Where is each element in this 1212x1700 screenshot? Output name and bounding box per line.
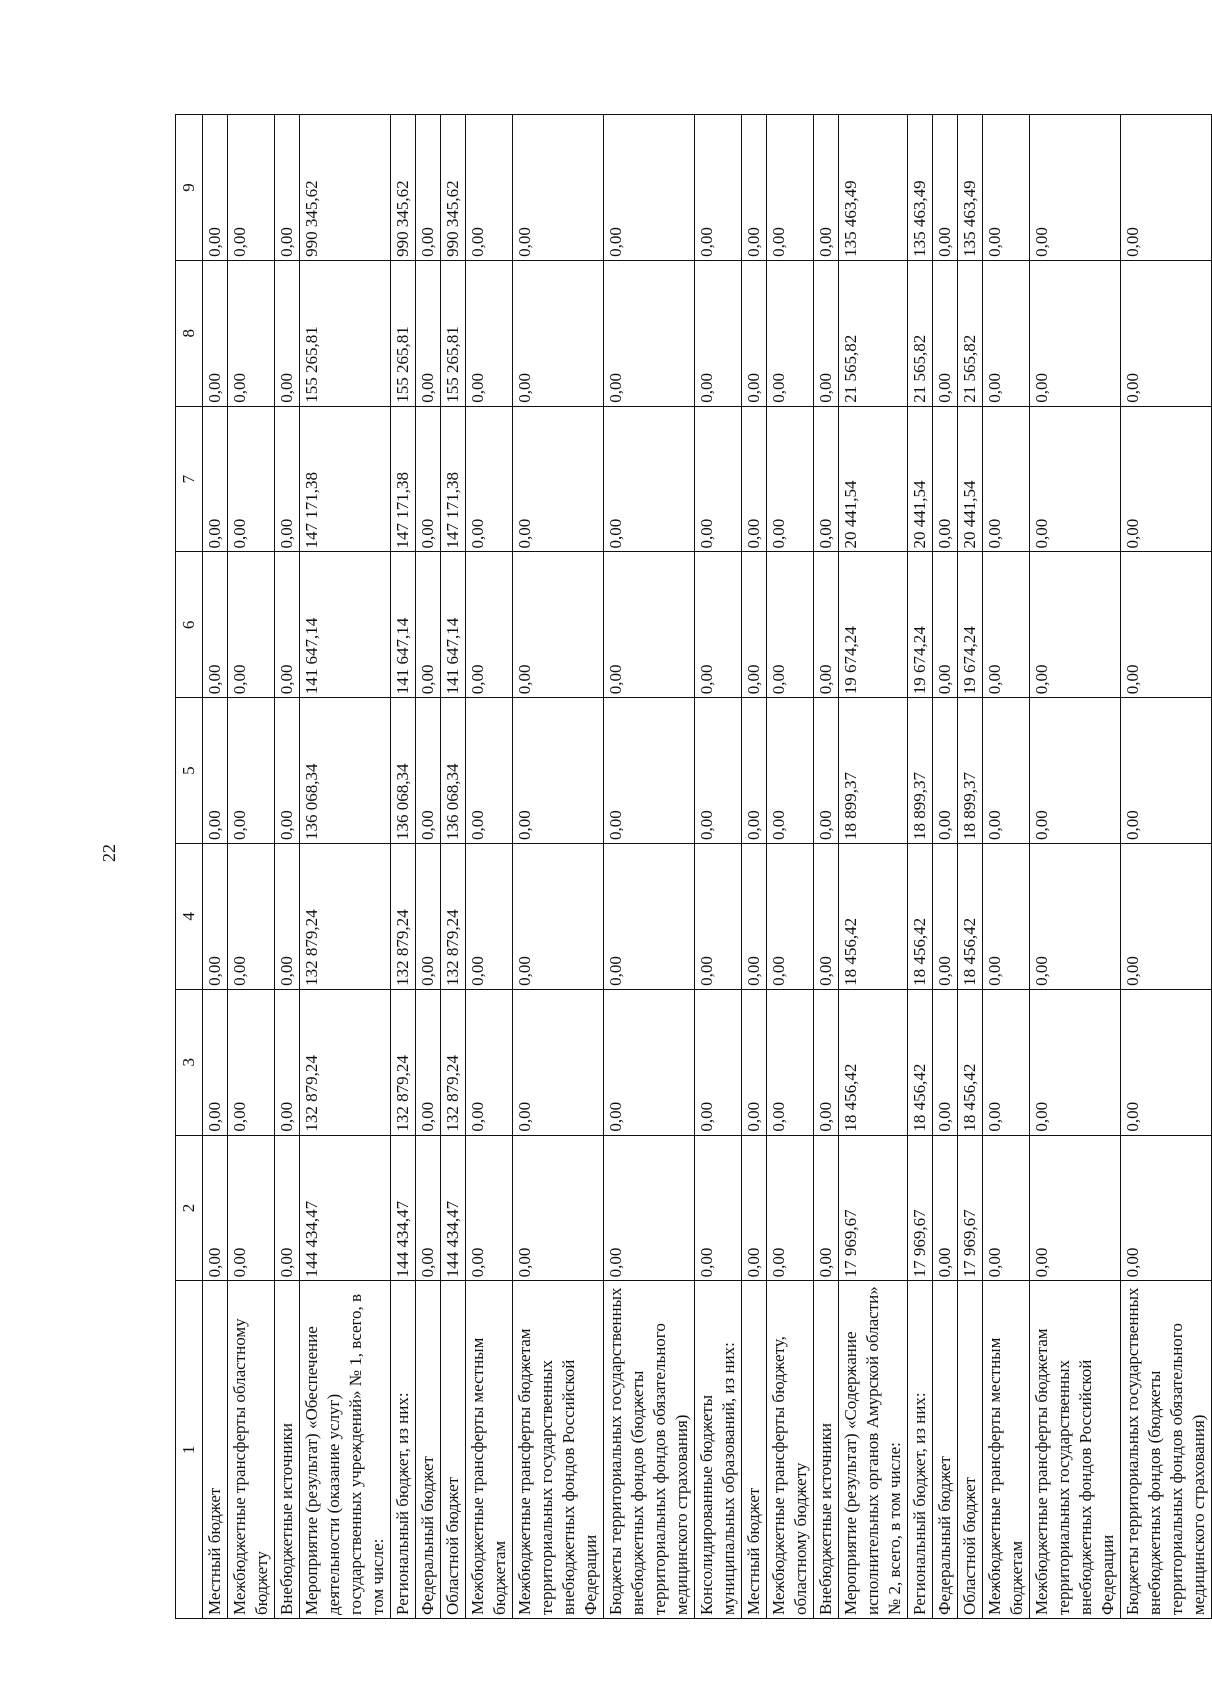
row-label: Межбюджетные трансферты бюджетам территориальных государственных внебюджетных фондов Российской Федерации xyxy=(1030,1281,1121,1619)
table-cell: 0,00 xyxy=(203,552,228,698)
table-cell: 0,00 xyxy=(1121,1135,1212,1281)
table-cell: 0,00 xyxy=(1030,989,1121,1135)
table-cell: 136 068,34 xyxy=(391,698,416,844)
table-cell: 0,00 xyxy=(1121,552,1212,698)
table-cell: 0,00 xyxy=(695,698,742,844)
table-cell: 0,00 xyxy=(695,552,742,698)
table-cell: 0,00 xyxy=(228,406,275,552)
table-cell: 0,00 xyxy=(983,552,1030,698)
table-row xyxy=(767,115,814,1619)
table-cell: 0,00 xyxy=(228,1135,275,1281)
table-cell: 18 899,37 xyxy=(839,698,908,844)
table-cell: 0,00 xyxy=(228,844,275,990)
table-cell: 0,00 xyxy=(416,1135,441,1281)
table-cell: 0,00 xyxy=(767,406,814,552)
row-label: Региональный бюджет, из них: xyxy=(908,1281,933,1619)
row-label: Мероприятие (результат) «Содержание исполнительных органов Амурской области» № 2, всего, в том числе: xyxy=(839,1281,908,1619)
table-cell: 0,00 xyxy=(742,260,767,406)
column-header-4: 4 xyxy=(176,844,203,990)
table-cell: 0,00 xyxy=(695,406,742,552)
rotated-table-container xyxy=(175,114,1208,1619)
table-cell: 0,00 xyxy=(1030,698,1121,844)
table-cell: 0,00 xyxy=(1030,406,1121,552)
table-cell: 17 969,67 xyxy=(958,1135,983,1281)
table-cell: 0,00 xyxy=(1121,698,1212,844)
table-cell: 0,00 xyxy=(513,698,604,844)
table-cell: 136 068,34 xyxy=(300,698,391,844)
column-header-3: 3 xyxy=(176,989,203,1135)
table-cell: 0,00 xyxy=(695,115,742,261)
table-row xyxy=(416,115,441,1619)
table-cell: 0,00 xyxy=(203,260,228,406)
table-cell: 0,00 xyxy=(814,989,839,1135)
table-cell: 0,00 xyxy=(275,406,300,552)
table-cell: 0,00 xyxy=(983,260,1030,406)
row-label: Внебюджетные источники xyxy=(814,1281,839,1619)
table-cell: 0,00 xyxy=(742,552,767,698)
table-cell: 17 969,67 xyxy=(908,1135,933,1281)
table-cell: 18 456,42 xyxy=(908,844,933,990)
table-cell: 0,00 xyxy=(466,844,513,990)
table-cell: 132 879,24 xyxy=(441,989,466,1135)
table-cell: 0,00 xyxy=(228,698,275,844)
table-cell: 0,00 xyxy=(466,260,513,406)
table-cell: 141 647,14 xyxy=(441,552,466,698)
table-cell: 17 969,67 xyxy=(839,1135,908,1281)
table-cell: 0,00 xyxy=(513,1135,604,1281)
table-row xyxy=(983,115,1030,1619)
table-cell: 0,00 xyxy=(814,260,839,406)
table-row xyxy=(1030,115,1121,1619)
row-label: Внебюджетные источники xyxy=(275,1281,300,1619)
table-cell: 0,00 xyxy=(742,115,767,261)
table-cell: 0,00 xyxy=(742,406,767,552)
table-cell: 0,00 xyxy=(695,844,742,990)
table-cell: 19 674,24 xyxy=(839,552,908,698)
table-cell: 0,00 xyxy=(983,698,1030,844)
table-cell: 0,00 xyxy=(742,698,767,844)
row-label: Федеральный бюджет xyxy=(416,1281,441,1619)
table-cell: 0,00 xyxy=(814,1135,839,1281)
table-cell: 0,00 xyxy=(933,115,958,261)
table-cell: 0,00 xyxy=(416,844,441,990)
table-row xyxy=(513,115,604,1619)
table-cell: 155 265,81 xyxy=(441,260,466,406)
table-row xyxy=(958,115,983,1619)
table-row xyxy=(908,115,933,1619)
table-cell: 0,00 xyxy=(203,989,228,1135)
table-cell: 132 879,24 xyxy=(441,844,466,990)
table-cell: 135 463,49 xyxy=(839,115,908,261)
table-cell: 0,00 xyxy=(275,1135,300,1281)
table-cell: 0,00 xyxy=(983,1135,1030,1281)
table-cell: 21 565,82 xyxy=(958,260,983,406)
table-cell: 135 463,49 xyxy=(908,115,933,261)
table-cell: 0,00 xyxy=(466,698,513,844)
table-cell: 155 265,81 xyxy=(300,260,391,406)
budget-table xyxy=(175,114,1212,1619)
table-cell: 0,00 xyxy=(933,260,958,406)
table-row xyxy=(391,115,416,1619)
table-cell: 18 456,42 xyxy=(908,989,933,1135)
table-cell: 0,00 xyxy=(513,260,604,406)
table-cell: 147 171,38 xyxy=(300,406,391,552)
table-cell: 0,00 xyxy=(933,552,958,698)
table-cell: 0,00 xyxy=(466,552,513,698)
column-header-9: 9 xyxy=(176,115,203,261)
table-row xyxy=(742,115,767,1619)
table-cell: 0,00 xyxy=(203,1135,228,1281)
row-label: Межбюджетные трансферты местным бюджетам xyxy=(466,1281,513,1619)
table-cell: 0,00 xyxy=(416,260,441,406)
table-row xyxy=(466,115,513,1619)
table-cell: 0,00 xyxy=(767,552,814,698)
table-cell: 0,00 xyxy=(814,698,839,844)
table-cell: 0,00 xyxy=(742,1135,767,1281)
table-cell: 19 674,24 xyxy=(908,552,933,698)
table-row xyxy=(203,115,228,1619)
table-header xyxy=(176,115,203,1619)
table-cell: 144 434,47 xyxy=(441,1135,466,1281)
table-cell: 18 456,42 xyxy=(958,989,983,1135)
table-cell: 0,00 xyxy=(228,260,275,406)
table-cell: 141 647,14 xyxy=(300,552,391,698)
table-cell: 0,00 xyxy=(275,698,300,844)
table-cell: 0,00 xyxy=(695,260,742,406)
table-cell: 0,00 xyxy=(604,844,695,990)
row-label: Местный бюджет xyxy=(203,1281,228,1619)
table-cell: 0,00 xyxy=(1121,406,1212,552)
table-row xyxy=(441,115,466,1619)
row-label: Областной бюджет xyxy=(441,1281,466,1619)
table-cell: 0,00 xyxy=(466,1135,513,1281)
row-label: Консолидированные бюджеты муниципальных образований, из них: xyxy=(695,1281,742,1619)
table-cell: 0,00 xyxy=(275,115,300,261)
column-header-2: 2 xyxy=(176,1135,203,1281)
table-row xyxy=(1121,115,1212,1619)
table-cell: 0,00 xyxy=(604,1135,695,1281)
table-cell: 0,00 xyxy=(933,989,958,1135)
table-cell: 0,00 xyxy=(767,115,814,261)
table-cell: 0,00 xyxy=(983,844,1030,990)
table-cell: 0,00 xyxy=(416,406,441,552)
table-cell: 0,00 xyxy=(1121,260,1212,406)
page-number: 22 xyxy=(99,844,119,862)
table-row xyxy=(839,115,908,1619)
table-cell: 147 171,38 xyxy=(441,406,466,552)
table-cell: 0,00 xyxy=(695,989,742,1135)
table-row xyxy=(275,115,300,1619)
table-cell: 0,00 xyxy=(466,989,513,1135)
table-cell: 0,00 xyxy=(933,698,958,844)
table-cell: 0,00 xyxy=(814,115,839,261)
table-cell: 20 441,54 xyxy=(839,406,908,552)
table-cell: 0,00 xyxy=(604,260,695,406)
table-cell: 0,00 xyxy=(275,989,300,1135)
table-cell: 147 171,38 xyxy=(391,406,416,552)
row-label: Межбюджетные трансферты бюджетам территориальных государственных внебюджетных фондов Российской Федерации xyxy=(513,1281,604,1619)
row-label: Мероприятие (результат) «Обеспечение деятельности (оказание услуг) государственных учреждений» № 1, всего, в том числе: xyxy=(300,1281,391,1619)
table-cell: 0,00 xyxy=(203,406,228,552)
table-cell: 20 441,54 xyxy=(958,406,983,552)
table-cell: 132 879,24 xyxy=(300,989,391,1135)
table-cell: 0,00 xyxy=(814,552,839,698)
table-cell: 0,00 xyxy=(604,406,695,552)
table-cell: 0,00 xyxy=(228,989,275,1135)
table-row xyxy=(300,115,391,1619)
table-cell: 18 899,37 xyxy=(908,698,933,844)
row-label: Бюджеты территориальных государственных внебюджетных фондов (бюджеты территориальных фондов обязательного медицинского страхования) xyxy=(604,1281,695,1619)
table-cell: 0,00 xyxy=(416,115,441,261)
table-cell: 0,00 xyxy=(416,552,441,698)
table-cell: 0,00 xyxy=(604,115,695,261)
table-cell: 132 879,24 xyxy=(300,844,391,990)
table-cell: 990 345,62 xyxy=(441,115,466,261)
row-label: Областной бюджет xyxy=(958,1281,983,1619)
row-label: Федеральный бюджет xyxy=(933,1281,958,1619)
column-header-5: 5 xyxy=(176,698,203,844)
table-cell: 0,00 xyxy=(1030,115,1121,261)
column-header-7: 7 xyxy=(176,406,203,552)
table-cell: 0,00 xyxy=(933,1135,958,1281)
table-row xyxy=(814,115,839,1619)
table-cell: 0,00 xyxy=(203,844,228,990)
table-cell: 0,00 xyxy=(604,552,695,698)
table-cell: 132 879,24 xyxy=(391,844,416,990)
table-body xyxy=(203,115,1212,1619)
table-cell: 0,00 xyxy=(1121,989,1212,1135)
table-cell: 0,00 xyxy=(1030,552,1121,698)
table-cell: 144 434,47 xyxy=(391,1135,416,1281)
table-cell: 0,00 xyxy=(1121,115,1212,261)
table-cell: 0,00 xyxy=(203,115,228,261)
table-cell: 0,00 xyxy=(933,406,958,552)
table-row xyxy=(933,115,958,1619)
header-row xyxy=(176,115,203,1619)
table-cell: 21 565,82 xyxy=(839,260,908,406)
column-header-8: 8 xyxy=(176,260,203,406)
table-cell: 18 456,42 xyxy=(958,844,983,990)
column-header-6: 6 xyxy=(176,552,203,698)
table-row xyxy=(604,115,695,1619)
table-cell: 0,00 xyxy=(767,844,814,990)
table-cell: 136 068,34 xyxy=(441,698,466,844)
table-cell: 21 565,82 xyxy=(908,260,933,406)
row-label: Бюджеты территориальных государственных внебюджетных фондов (бюджеты территориальных фондов обязательного медицинского страхования) xyxy=(1121,1281,1212,1619)
table-cell: 0,00 xyxy=(275,260,300,406)
table-cell: 132 879,24 xyxy=(391,989,416,1135)
table-cell: 0,00 xyxy=(513,552,604,698)
table-cell: 0,00 xyxy=(275,844,300,990)
table-cell: 144 434,47 xyxy=(300,1135,391,1281)
table-cell: 0,00 xyxy=(742,989,767,1135)
table-cell: 0,00 xyxy=(513,989,604,1135)
row-label: Местный бюджет xyxy=(742,1281,767,1619)
table-cell: 990 345,62 xyxy=(300,115,391,261)
table-cell: 0,00 xyxy=(767,1135,814,1281)
table-row xyxy=(695,115,742,1619)
table-cell: 990 345,62 xyxy=(391,115,416,261)
column-header-1: 1 xyxy=(176,1281,203,1619)
table-cell: 0,00 xyxy=(275,552,300,698)
table-cell: 0,00 xyxy=(228,115,275,261)
table-cell: 0,00 xyxy=(767,698,814,844)
table-cell: 0,00 xyxy=(466,406,513,552)
table-cell: 0,00 xyxy=(1030,260,1121,406)
table-cell: 18 899,37 xyxy=(958,698,983,844)
row-label: Межбюджетные трансферты областному бюджету xyxy=(228,1281,275,1619)
table-cell: 155 265,81 xyxy=(391,260,416,406)
table-cell: 0,00 xyxy=(604,698,695,844)
row-label: Региональный бюджет, из них: xyxy=(391,1281,416,1619)
table-cell: 0,00 xyxy=(416,989,441,1135)
table-cell: 20 441,54 xyxy=(908,406,933,552)
table-cell: 0,00 xyxy=(983,989,1030,1135)
table-cell: 0,00 xyxy=(695,1135,742,1281)
table-cell: 0,00 xyxy=(228,552,275,698)
table-cell: 19 674,24 xyxy=(958,552,983,698)
table-cell: 0,00 xyxy=(1121,844,1212,990)
table-cell: 0,00 xyxy=(933,844,958,990)
table-cell: 0,00 xyxy=(814,406,839,552)
row-label: Межбюджетные трансферты местным бюджетам xyxy=(983,1281,1030,1619)
table-cell: 0,00 xyxy=(513,844,604,990)
row-label: Межбюджетные трансферты бюджету, областному бюджету xyxy=(767,1281,814,1619)
table-cell: 0,00 xyxy=(1030,844,1121,990)
table-cell: 141 647,14 xyxy=(391,552,416,698)
table-cell: 0,00 xyxy=(1030,1135,1121,1281)
table-cell: 0,00 xyxy=(604,989,695,1135)
table-cell: 0,00 xyxy=(466,115,513,261)
table-cell: 0,00 xyxy=(513,406,604,552)
table-cell: 18 456,42 xyxy=(839,989,908,1135)
table-cell: 0,00 xyxy=(742,844,767,990)
table-cell: 0,00 xyxy=(814,844,839,990)
table-cell: 0,00 xyxy=(983,406,1030,552)
table-cell: 0,00 xyxy=(513,115,604,261)
table-cell: 0,00 xyxy=(416,698,441,844)
table-cell: 18 456,42 xyxy=(839,844,908,990)
table-cell: 0,00 xyxy=(767,260,814,406)
table-row xyxy=(228,115,275,1619)
table-cell: 0,00 xyxy=(767,989,814,1135)
table-cell: 0,00 xyxy=(983,115,1030,261)
table-cell: 135 463,49 xyxy=(958,115,983,261)
table-cell: 0,00 xyxy=(203,698,228,844)
